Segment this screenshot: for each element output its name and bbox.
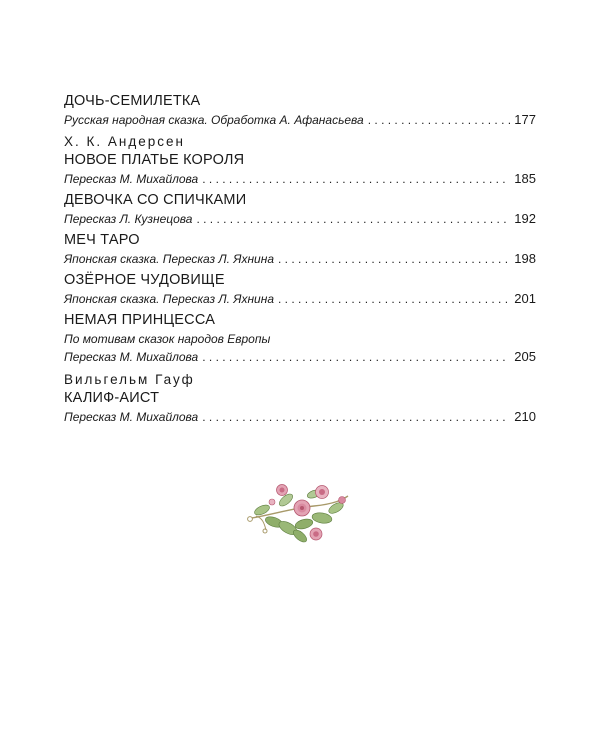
- dot-leader: [278, 290, 510, 308]
- dot-leader: [202, 408, 510, 426]
- toc-subtitle: Пересказ Л. Кузнецова: [64, 212, 193, 226]
- page-number: 192: [514, 211, 536, 226]
- dot-leader: [278, 250, 510, 268]
- toc-subtitle: Русская народная сказка. Обработка А. Афанасьева: [64, 113, 364, 127]
- dot-leader: [368, 111, 511, 129]
- dot-leader: [202, 348, 510, 366]
- toc-title: ДОЧЬ-СЕМИЛЕТКА: [64, 93, 201, 109]
- page-number: 205: [514, 349, 536, 364]
- toc-entry: [64, 231, 536, 268]
- toc-title: НЕМАЯ ПРИНЦЕССА: [64, 312, 216, 328]
- toc-entry: [64, 132, 536, 188]
- toc-line[interactable]: [64, 408, 536, 426]
- toc-author: Х. К. Андерсен: [64, 134, 185, 149]
- toc-line[interactable]: [64, 170, 536, 188]
- page-number: 201: [514, 291, 536, 306]
- page-number: 185: [514, 171, 536, 186]
- toc-subtitle: Японская сказка. Пересказ Л. Яхнина: [64, 292, 275, 306]
- toc-line[interactable]: [64, 348, 536, 366]
- toc-line[interactable]: [64, 250, 536, 268]
- toc-line[interactable]: [64, 210, 536, 228]
- toc-subtitle: Японская сказка. Пересказ Л. Яхнина: [64, 252, 275, 266]
- toc-title: КАЛИФ-АИСТ: [64, 390, 160, 406]
- toc-title: ОЗЁРНОЕ ЧУДОВИЩЕ: [64, 272, 225, 288]
- toc-subtitle: Пересказ М. Михайлова: [64, 350, 199, 364]
- toc-title: МЕЧ ТАРО: [64, 232, 140, 248]
- rose-branch-icon: [244, 478, 354, 546]
- toc-title: НОВОЕ ПЛАТЬЕ КОРОЛЯ: [64, 152, 245, 168]
- toc-entry: [64, 92, 536, 129]
- toc-entry: [64, 311, 536, 366]
- toc-line[interactable]: [64, 290, 536, 308]
- toc-subtitle: Пересказ М. Михайлова: [64, 410, 199, 424]
- toc-subtitle: По мотивам сказок народов Европы: [64, 332, 271, 346]
- toc-title: ДЕВОЧКА СО СПИЧКАМИ: [64, 192, 247, 208]
- dot-leader: [196, 210, 510, 228]
- table-of-contents: [64, 92, 536, 429]
- toc-author: Вильгельм Гауф: [64, 372, 195, 387]
- toc-entry: [64, 191, 536, 228]
- toc-subtitle: Пересказ М. Михайлова: [64, 172, 199, 186]
- toc-line[interactable]: [64, 111, 536, 129]
- page-number: 177: [514, 112, 536, 127]
- toc-line-plain: [64, 330, 536, 348]
- toc-entry: [64, 370, 536, 426]
- page-number: 198: [514, 251, 536, 266]
- toc-entry: [64, 271, 536, 308]
- page-number: 210: [514, 409, 536, 424]
- dot-leader: [202, 170, 510, 188]
